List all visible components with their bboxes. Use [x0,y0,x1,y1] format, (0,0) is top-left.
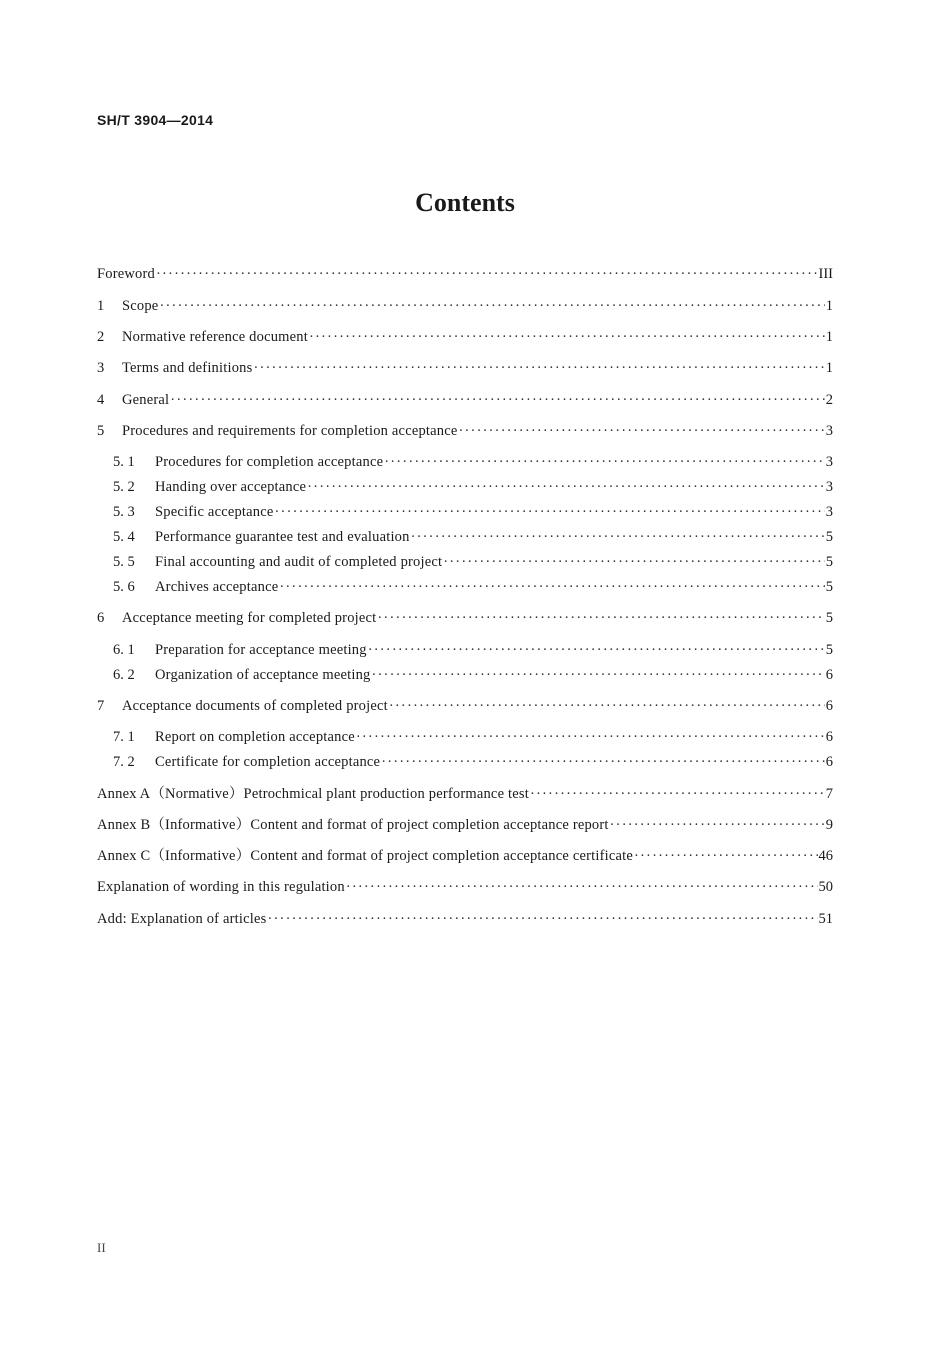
toc-entry-3[interactable] [97,358,833,378]
toc-leader-dots [377,608,824,628]
toc-entry-5[interactable] [97,421,833,441]
toc-entry-label: Normative reference document [122,329,308,345]
toc-leader-dots [443,552,825,572]
toc-entry-page: 46 [818,848,833,864]
toc-entry-label: Acceptance meeting for completed project [122,610,377,626]
toc-entry-6-1[interactable] [113,640,833,660]
toc-leader-dots [156,264,818,284]
document-code: SH/T 3904—2014 [97,112,214,128]
toc-leader-dots [384,452,825,472]
toc-entry-page: 51 [818,911,833,927]
toc-entry-label: Performance guarantee test and evaluation [155,529,410,545]
toc-entry-label: Organization of acceptance meeting [155,667,371,683]
toc-entry-number: 6. 2 [113,667,135,683]
toc-leader-dots [309,327,825,347]
toc-entry-page: 3 [825,479,833,495]
toc-leader-dots [368,640,825,660]
toc-entry-page: 6 [825,667,833,683]
page-title: Contents [415,188,515,217]
toc-entry-label: Certificate for completion acceptance [155,754,381,770]
toc-leader-dots [170,390,824,410]
toc-entry-label: Annex A（Normative）Petrochmical plant production performance test [97,786,529,802]
toc-entry-1[interactable] [97,296,833,316]
toc-leader-dots [279,577,824,597]
toc-entry-4[interactable] [97,390,833,410]
toc-entry-5-6[interactable] [113,577,833,597]
toc-entry-label: Report on completion acceptance [155,729,355,745]
toc-leader-dots [346,877,818,897]
toc-entry-page: 1 [825,298,833,314]
toc-entry-number: 5. 4 [113,529,135,545]
toc-entry-label: Explanation of wording in this regulation [97,879,345,895]
toc-entry-5-2[interactable] [113,477,833,497]
toc-entry-number: 3 [97,360,105,376]
toc-entry-page: 1 [825,360,833,376]
toc-leader-dots [275,502,825,522]
toc-leader-dots [411,527,825,547]
toc-entry-page: 6 [825,754,833,770]
toc-entry-label: Preparation for acceptance meeting [155,642,367,658]
toc-entry-number: 5 [97,423,105,439]
toc-entry-page: 5 [825,579,833,595]
toc-entry-label: Annex C（Informative）Content and format of project completion acceptance certificate [97,848,633,864]
toc-entry-explanation-wording[interactable] [97,877,833,897]
toc-entry-label: Add: Explanation of articles [97,911,267,927]
toc-entry-7-1[interactable] [113,727,833,747]
toc-entry-5-4[interactable] [113,527,833,547]
toc-entry-label: Foreword [97,266,155,282]
toc-entry-page: 3 [825,504,833,520]
toc-entry-2[interactable] [97,327,833,347]
toc-leader-dots [381,752,825,772]
toc-leader-dots [634,846,818,866]
toc-entry-page: 5 [825,554,833,570]
toc-leader-dots [389,696,825,716]
toc-entry-6[interactable] [97,608,833,628]
toc-entry-label: Acceptance documents of completed project [122,698,388,714]
toc-entry-6-2[interactable] [113,665,833,685]
toc-entry-page: 7 [825,786,833,802]
toc-leader-dots [610,815,825,835]
toc-entry-label: Terms and definitions [122,360,253,376]
toc-entry-annex-b[interactable] [97,815,833,835]
toc-entry-page: 50 [818,879,833,895]
toc-leader-dots [371,665,824,685]
toc-entry-5-1[interactable] [113,452,833,472]
toc-entry-page: III [818,266,833,282]
table-of-contents [97,0,833,1351]
toc-entry-number: 7. 1 [113,729,135,745]
toc-entry-page: 3 [825,454,833,470]
toc-entry-number: 6 [97,610,105,626]
toc-entry-label: Procedures and requirements for completion acceptance [122,423,458,439]
toc-entry-7[interactable] [97,696,833,716]
toc-leader-dots [253,358,824,378]
toc-entry-foreword[interactable] [97,264,833,284]
toc-entry-annex-c[interactable] [97,846,833,866]
toc-entry-label: Annex B（Informative）Content and format of project completion acceptance report [97,817,609,833]
toc-entry-label: Scope [122,298,159,314]
toc-entry-5-5[interactable] [113,552,833,572]
toc-entry-number: 1 [97,298,105,314]
toc-entry-7-2[interactable] [113,752,833,772]
toc-entry-number: 2 [97,329,105,345]
toc-entry-page: 5 [825,642,833,658]
toc-entry-number: 5. 2 [113,479,135,495]
toc-entry-page: 3 [825,423,833,439]
toc-entry-annex-a[interactable] [97,784,833,804]
toc-entry-page: 9 [825,817,833,833]
toc-entry-number: 5. 3 [113,504,135,520]
toc-entry-number: 6. 1 [113,642,135,658]
toc-entry-page: 5 [825,610,833,626]
toc-entry-number: 5. 5 [113,554,135,570]
toc-entry-label: Specific acceptance [155,504,274,520]
toc-entry-page: 5 [825,529,833,545]
toc-leader-dots [267,909,817,929]
page-number: II [97,1240,106,1255]
toc-entry-explanation-articles[interactable] [97,909,833,929]
toc-entry-label: General [122,392,170,408]
toc-leader-dots [459,421,825,441]
toc-entry-page: 6 [825,698,833,714]
toc-entry-number: 7. 2 [113,754,135,770]
toc-entry-number: 5. 1 [113,454,135,470]
toc-entry-page: 1 [825,329,833,345]
toc-entry-page: 2 [825,392,833,408]
toc-entry-label: Final accounting and audit of completed project [155,554,443,570]
toc-leader-dots [530,784,825,804]
toc-entry-number: 4 [97,392,105,408]
toc-leader-dots [307,477,825,497]
toc-entry-label: Handing over acceptance [155,479,307,495]
toc-entry-label: Archives acceptance [155,579,279,595]
toc-leader-dots [159,296,824,316]
toc-entry-page: 6 [825,729,833,745]
toc-entry-label: Procedures for completion acceptance [155,454,384,470]
toc-entry-number: 7 [97,698,105,714]
toc-entry-5-3[interactable] [113,502,833,522]
toc-leader-dots [356,727,825,747]
toc-entry-number: 5. 6 [113,579,135,595]
